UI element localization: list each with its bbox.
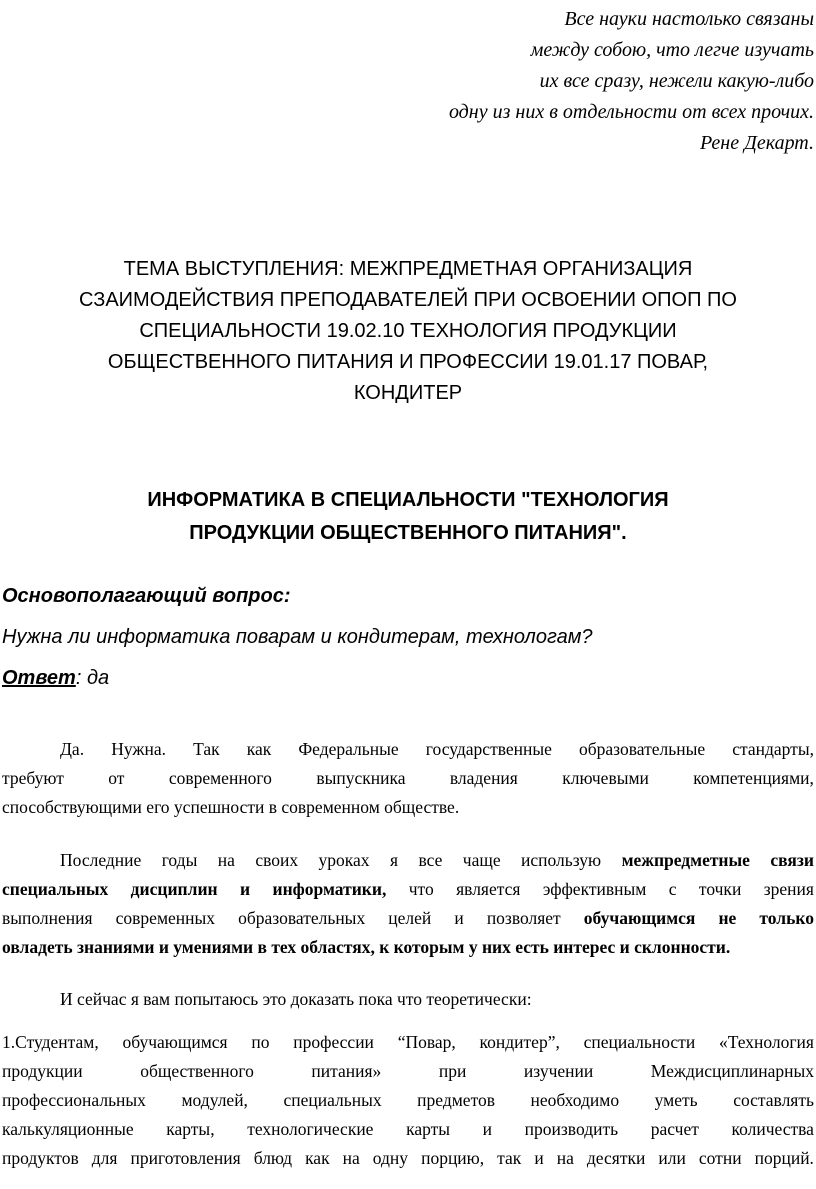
word: и bbox=[482, 1119, 493, 1139]
paragraph-line: овладеть знаниями и умениями в тех областях, к которым у них есть интерес и склонности. bbox=[2, 937, 731, 957]
word: только bbox=[759, 908, 814, 928]
paragraph-line bbox=[2, 1144, 814, 1173]
word: составлять bbox=[733, 1090, 814, 1110]
paragraph-line bbox=[2, 1028, 814, 1057]
paragraph-line bbox=[2, 1115, 814, 1144]
word: специальных bbox=[2, 879, 109, 899]
word: питания» bbox=[311, 1061, 382, 1081]
answer-label: Ответ bbox=[2, 667, 76, 689]
word: количества bbox=[731, 1119, 814, 1139]
word: на bbox=[342, 1148, 360, 1168]
paragraph-line bbox=[2, 904, 814, 933]
word: технологические bbox=[247, 1119, 374, 1139]
word: по bbox=[251, 1032, 270, 1052]
word: я bbox=[389, 850, 399, 870]
topic-line: ТЕМА ВЫСТУПЛЕНИЯ: МЕЖПРЕДМЕТНАЯ ОРГАНИЗАЦИЯ bbox=[123, 258, 693, 280]
paragraph-3 bbox=[2, 985, 814, 1014]
word: ключевыми bbox=[562, 768, 649, 788]
word: современных bbox=[115, 908, 216, 928]
word: является bbox=[456, 879, 521, 899]
word: как bbox=[246, 739, 272, 759]
word: карты bbox=[406, 1119, 451, 1139]
paragraph-line bbox=[2, 846, 814, 875]
title-line: ПРОДУКЦИИ ОБЩЕСТВЕННОГО ПИТАНИЯ". bbox=[189, 522, 627, 544]
word: калькуляционные bbox=[2, 1119, 134, 1139]
paragraph-line bbox=[2, 735, 814, 764]
word: требуют bbox=[2, 768, 64, 788]
word: уроках bbox=[318, 850, 370, 870]
title-line: ИНФОРМАТИКА В СПЕЦИАЛЬНОСТИ "ТЕХНОЛОГИЯ bbox=[147, 489, 669, 511]
word: продукции bbox=[2, 1061, 83, 1081]
word: Последние bbox=[60, 850, 142, 870]
word: продуктов bbox=[2, 1148, 79, 1168]
epigraph-line: одну из них в отдельности от всех прочих. bbox=[448, 101, 814, 123]
word: Так bbox=[193, 739, 220, 759]
word: Нужна. bbox=[111, 739, 166, 759]
word: для bbox=[91, 1148, 118, 1168]
word: связи bbox=[770, 850, 814, 870]
word: эффективным bbox=[542, 879, 647, 899]
word: специальных bbox=[283, 1090, 382, 1110]
word: чаще bbox=[462, 850, 501, 870]
word: дисциплин bbox=[130, 879, 218, 899]
word: при bbox=[438, 1061, 467, 1081]
paragraph-line bbox=[2, 1057, 814, 1086]
epigraph-author: Рене Декарт. bbox=[699, 132, 814, 154]
epigraph-line: между собою, что легче изучать bbox=[530, 39, 814, 61]
word: профессии bbox=[293, 1032, 374, 1052]
word: образовательные bbox=[579, 739, 706, 759]
word: Междисциплинарных bbox=[650, 1061, 814, 1081]
word: современного bbox=[168, 768, 272, 788]
word: Да. bbox=[60, 739, 85, 759]
word: «Технология bbox=[718, 1032, 814, 1052]
topic-line: СПЕЦИАЛЬНОСТИ 19.02.10 ТЕХНОЛОГИЯ ПРОДУКЦИИ bbox=[139, 320, 677, 342]
topic-line: ОБЩЕСТВЕННОГО ПИТАНИЯ И ПРОФЕССИИ 19.01.17 ПОВАР, bbox=[107, 351, 709, 373]
word: необходимо bbox=[530, 1090, 620, 1110]
word: на bbox=[217, 850, 235, 870]
paragraph-4 bbox=[2, 1028, 814, 1173]
word: карты, bbox=[166, 1119, 215, 1139]
paragraph-2 bbox=[2, 846, 814, 962]
word: приготовления bbox=[130, 1148, 241, 1168]
word: что bbox=[408, 879, 434, 899]
word: уметь bbox=[654, 1090, 698, 1110]
paragraph-line bbox=[2, 1086, 814, 1115]
word: и bbox=[454, 908, 464, 928]
word: и bbox=[534, 1148, 544, 1168]
question-label: Основополагающий вопрос: bbox=[2, 585, 291, 607]
word: как bbox=[305, 1148, 330, 1168]
word: зрения bbox=[763, 879, 814, 899]
paragraph-1 bbox=[2, 735, 814, 822]
word: выпускника bbox=[316, 768, 406, 788]
word: порций. bbox=[754, 1148, 814, 1168]
word: блюд bbox=[253, 1148, 293, 1168]
word: модулей, bbox=[181, 1090, 248, 1110]
word: своих bbox=[255, 850, 299, 870]
word: Федеральные bbox=[298, 739, 399, 759]
word: на bbox=[556, 1148, 574, 1168]
paragraph-line bbox=[2, 875, 814, 904]
word: “Повар, bbox=[397, 1032, 456, 1052]
word: образовательных bbox=[238, 908, 366, 928]
word: использую bbox=[521, 850, 602, 870]
word: обучающимся bbox=[122, 1032, 228, 1052]
paragraph-line: способствующими его успешности в современном обществе. bbox=[2, 797, 460, 817]
talk-topic bbox=[6, 254, 810, 409]
answer bbox=[2, 667, 109, 690]
word: межпредметные bbox=[621, 850, 750, 870]
word: годы bbox=[161, 850, 198, 870]
word: от bbox=[108, 768, 125, 788]
word: или bbox=[658, 1148, 686, 1168]
word: общественного bbox=[140, 1061, 254, 1081]
word: с bbox=[668, 879, 677, 899]
word: информатики, bbox=[272, 879, 387, 899]
word: компетенциями, bbox=[693, 768, 814, 788]
word: специальности bbox=[583, 1032, 696, 1052]
word: профессиональных bbox=[2, 1090, 146, 1110]
word: государственные bbox=[425, 739, 552, 759]
word: так bbox=[497, 1148, 522, 1168]
word: целей bbox=[388, 908, 432, 928]
word: стандарты, bbox=[732, 739, 814, 759]
paragraph-line: И сейчас я вам попытаюсь это доказать пока что теоретически: bbox=[60, 989, 532, 1009]
word: и bbox=[240, 879, 251, 899]
section-title bbox=[6, 484, 810, 550]
word: 1.Студентам, bbox=[2, 1032, 99, 1052]
paragraph-line bbox=[2, 764, 814, 793]
word: расчет bbox=[650, 1119, 699, 1139]
topic-line: СЗАИМОДЕЙСТВИЯ ПРЕПОДАВАТЕЛЕЙ ПРИ ОСВОЕНИИ ОПОП ПО bbox=[79, 289, 737, 311]
word: обучающимся bbox=[583, 908, 696, 928]
word: точки bbox=[698, 879, 742, 899]
epigraph-line: их все сразу, нежели какую-либо bbox=[539, 70, 814, 92]
word: порцию, bbox=[421, 1148, 485, 1168]
word: предметов bbox=[417, 1090, 495, 1110]
word: не bbox=[718, 908, 737, 928]
topic-line: КОНДИТЕР bbox=[353, 382, 463, 404]
word: владения bbox=[449, 768, 518, 788]
epigraph bbox=[314, 4, 814, 159]
answer-text: : да bbox=[75, 667, 110, 689]
word: изучении bbox=[523, 1061, 594, 1081]
word: все bbox=[418, 850, 443, 870]
word: кондитер”, bbox=[479, 1032, 560, 1052]
word: производить bbox=[524, 1119, 619, 1139]
question-text: Нужна ли информатика поварам и кондитерам, технологам? bbox=[2, 626, 593, 648]
word: одну bbox=[372, 1148, 409, 1168]
epigraph-line: Все науки настолько связаны bbox=[564, 8, 814, 30]
word: сотни bbox=[698, 1148, 742, 1168]
word: выполнения bbox=[2, 908, 93, 928]
word: десятки bbox=[586, 1148, 646, 1168]
word: позволяет bbox=[486, 908, 561, 928]
